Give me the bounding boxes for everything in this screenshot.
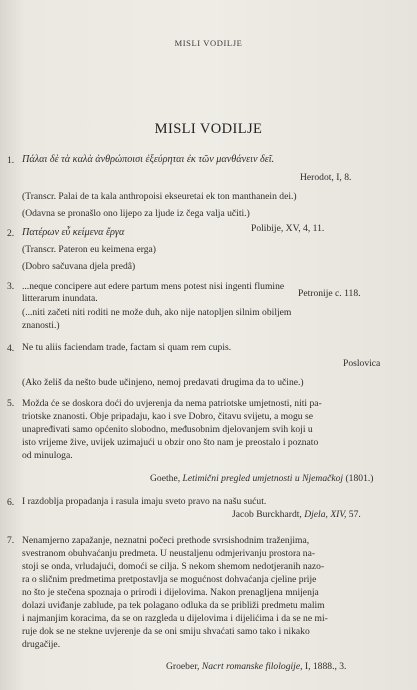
quote-source xyxy=(150,473,373,485)
quote-text-line: unapređivati samo općenito slobodno, međusobnim djelovanjem svih koji u xyxy=(22,424,313,435)
quote-number: 2. xyxy=(7,228,15,239)
quote-text-line: ruje dok se ne stekne uvjerenje da se oni smiju shvaćati samo tako i nikako xyxy=(22,626,310,637)
quote-text: Ne tu aliis faciendam trade, factam si quam rem cupis. xyxy=(22,342,232,353)
quote-source: Polibije, XV, 4, 11. xyxy=(251,223,325,234)
quote-text-line: triotske znanosti. Obje pripadaju, kao i sve Dobro, čitavu svijetu, a mogu se xyxy=(22,411,313,422)
quote-text-line: dolazi uviđanje zablude, pa tek polagano odluka da se približi predmetu malim xyxy=(22,600,325,611)
quote-text-line: od minuloga. xyxy=(22,450,73,461)
quote-text-line: Nenamjerno zapažanje, neznatni počeci prethode svrsishodnim traženjima, xyxy=(22,535,310,546)
quote-translation: (Ako želiš da nešto bude učinjeno, nemoj predavati drugima da to učine.) xyxy=(22,377,304,388)
quote-source: Herodot, I, 8. xyxy=(300,172,352,183)
quote-number: 1. xyxy=(7,155,15,166)
quote-source: Poslovica xyxy=(343,358,381,369)
source-work: Djela, XIV, xyxy=(304,509,347,520)
source-page: 57. xyxy=(346,509,361,520)
source-page: , I, 1888., 3. xyxy=(300,661,347,672)
quote-transcription: (Transcr. Pateron eu keimena erga) xyxy=(22,244,157,255)
quote-translation: (Odavna se pronašlo ono lijepo za ljude iz čega valja učiti.) xyxy=(22,208,250,219)
quote-translation-line: (...niti začeti niti roditi ne može duh, ako nije natopljen silnim obiljem xyxy=(22,307,292,318)
source-author: Goethe, xyxy=(150,473,183,484)
quote-transcription: (Transcr. Palai de ta kala anthropoisi ekseuretai ek ton manthanein dei.) xyxy=(22,191,297,202)
quote-text-line: i najmanjim koracima, da se on razgleda u dijelovima i dijelićima i da se ne mi- xyxy=(22,613,328,624)
quote-text-line: no što je stečena spoznaja o prirodi i dijelovima. Nakon prenagljena mnijenja xyxy=(22,587,319,598)
quote-source xyxy=(232,509,361,521)
quote-number: 4. xyxy=(7,343,15,354)
source-work: Letimični pregled umjetnosti u Njemačkoj xyxy=(182,473,344,484)
quote-text-line: svestranom obuhvaćanju predmeta. U neustaljenu odmjerivanju prostora na- xyxy=(22,548,316,559)
source-work: Nacrt romanske filologije xyxy=(201,661,301,672)
quote-text-line: isto vrijeme žive, uvijek uzimajući u obzir ono što nam je preostalo i poznato xyxy=(22,437,319,448)
quote-number: 5. xyxy=(7,398,15,409)
quote-text: I razdoblja propadanja i rasula imaju sveto pravo na našu sućut. xyxy=(22,496,267,507)
quote-number: 6. xyxy=(7,497,15,508)
quote-text: Πάλαι δὲ τὰ καλὰ ἀνθρώποισι ἐξεύρηται ἐκ τῶν μανθάνειν δεῖ. xyxy=(22,154,275,165)
quote-text: Πατέρων εὖ κείμενα ἔργα xyxy=(22,227,125,238)
quote-source xyxy=(166,661,346,673)
quote-text-line: ra o sličnim predmetima pretpostavlja se mogućnost dohvaćanja cjeline prije xyxy=(22,574,317,585)
quote-text-line: litterarum inundata. xyxy=(22,293,98,304)
quote-source: Petronije c. 118. xyxy=(298,288,361,299)
source-author: Groeber, xyxy=(166,661,202,672)
source-year: (1801.) xyxy=(343,473,374,484)
quote-text-line: stoji se onda, vrludajući, domoći se cilja. S nekom shemom nedotjeranih nazo- xyxy=(22,561,325,572)
quote-number: 3. xyxy=(7,281,15,292)
quote-text-line: Možda će se doskora doći do uvjerenja da nema patriotske umjetnosti, niti pa- xyxy=(22,398,322,409)
running-head: MISLI VODILJE xyxy=(174,38,243,48)
page-title: MISLI VODILJE xyxy=(154,121,263,137)
source-author: Jacob Burckhardt, xyxy=(232,509,305,520)
quote-translation: (Dobro sačuvana djela predâ) xyxy=(22,261,136,272)
quote-text-line: ...neque concipere aut edere partum mens potest nisi ingenti flumine xyxy=(22,281,285,292)
quote-text-line: drugačije. xyxy=(22,639,61,650)
quote-translation-line: znanosti.) xyxy=(22,320,60,331)
quote-number: 7. xyxy=(7,535,15,546)
